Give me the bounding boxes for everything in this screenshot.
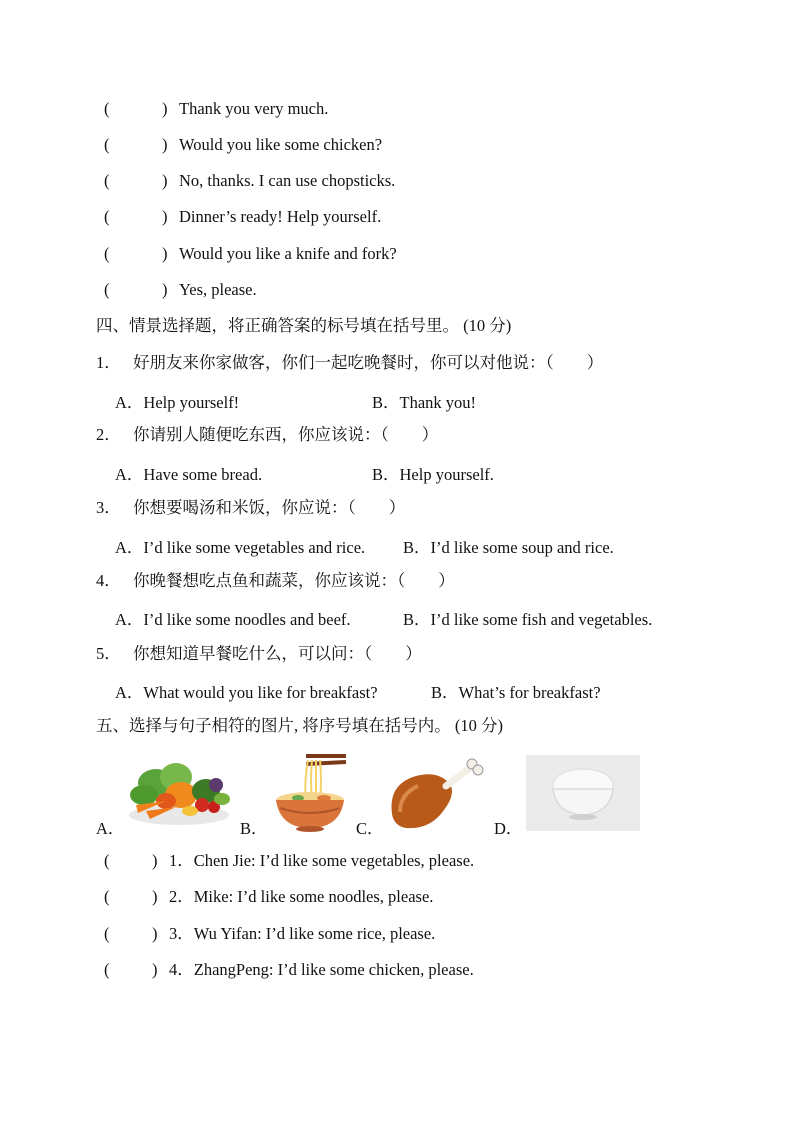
- close-paren: ): [152, 960, 158, 979]
- section-4-title: 四、情景选择题，将正确答案的标号填在括号里。 (10 分): [96, 316, 512, 335]
- close-paren: ): [162, 244, 168, 263]
- open-paren: (: [104, 135, 110, 154]
- close-paren: ): [162, 135, 168, 154]
- match-text: 1．Chen Jie: I’d like some vegetables, please.: [169, 851, 475, 870]
- chicken-leg-picture-icon: [386, 754, 486, 832]
- option-a: A．I’d like some noodles and beef.: [115, 610, 351, 629]
- question-text: 你想要喝汤和米饭，你应说：（ ）: [133, 498, 406, 517]
- option-a: A．What would you like for breakfast?: [115, 683, 378, 702]
- noodles-picture-icon: [270, 752, 350, 832]
- open-paren: (: [104, 887, 110, 906]
- open-paren: (: [104, 207, 110, 226]
- close-paren: ): [162, 207, 168, 226]
- picture-label-a: A．: [96, 819, 125, 838]
- close-paren: ): [162, 171, 168, 190]
- question-text: 你想知道早餐吃什么，可以问：（ ）: [133, 644, 422, 663]
- picture-label-c: C．: [356, 819, 384, 838]
- match-text: 2．Mike: I’d like some noodles, please.: [169, 887, 434, 906]
- dialogue-text: Dinner’s ready! Help yourself.: [179, 207, 382, 226]
- open-paren: (: [104, 851, 110, 870]
- question-number: 5．: [96, 644, 121, 663]
- picture-label-d: D．: [494, 819, 523, 838]
- question-number: 1．: [96, 353, 121, 372]
- option-a: A．Have some bread.: [115, 465, 263, 484]
- close-paren: ): [152, 851, 158, 870]
- question-number: 2．: [96, 425, 121, 444]
- dialogue-text: Would you like a knife and fork?: [179, 244, 397, 263]
- dialogue-text: Would you like some chicken?: [179, 135, 383, 154]
- close-paren: ): [162, 280, 168, 299]
- dialogue-text: Yes, please.: [179, 280, 257, 299]
- option-b: B．Help yourself.: [372, 465, 494, 484]
- option-a: A．I’d like some vegetables and rice.: [115, 538, 366, 557]
- option-b: B．I’d like some soup and rice.: [403, 538, 614, 557]
- option-b: B．Thank you!: [372, 393, 477, 412]
- close-paren: ): [162, 99, 168, 118]
- dialogue-text: No, thanks. I can use chopsticks.: [179, 171, 396, 190]
- match-text: 4．ZhangPeng: I’d like some chicken, please.: [169, 960, 474, 979]
- question-text: 你晚餐想吃点鱼和蔬菜，你应该说：（ ）: [133, 571, 455, 590]
- option-b: B．What’s for breakfast?: [431, 683, 601, 702]
- dialogue-text: Thank you very much.: [179, 99, 329, 118]
- open-paren: (: [104, 924, 110, 943]
- open-paren: (: [104, 99, 110, 118]
- question-number: 3．: [96, 498, 121, 517]
- option-b: B．I’d like some fish and vegetables.: [403, 610, 653, 629]
- question-number: 4．: [96, 571, 121, 590]
- close-paren: ): [152, 924, 158, 943]
- open-paren: (: [104, 171, 110, 190]
- open-paren: (: [104, 960, 110, 979]
- vegetables-picture-icon: [126, 755, 232, 831]
- picture-label-b: B．: [240, 819, 268, 838]
- match-text: 3．Wu Yifan: I’d like some rice, please.: [169, 924, 436, 943]
- rice-bowl-picture-icon: [526, 755, 640, 831]
- open-paren: (: [104, 244, 110, 263]
- section-5-title: 五、选择与句子相符的图片, 将序号填在括号内。 (10 分): [96, 716, 503, 735]
- option-a: A．Help yourself!: [115, 393, 240, 412]
- question-text: 你请别人随便吃东西，你应该说：（ ）: [133, 425, 439, 444]
- question-text: 好朋友来你家做客，你们一起吃晚餐时，你可以对他说：（ ）: [133, 353, 604, 372]
- open-paren: (: [104, 280, 110, 299]
- close-paren: ): [152, 887, 158, 906]
